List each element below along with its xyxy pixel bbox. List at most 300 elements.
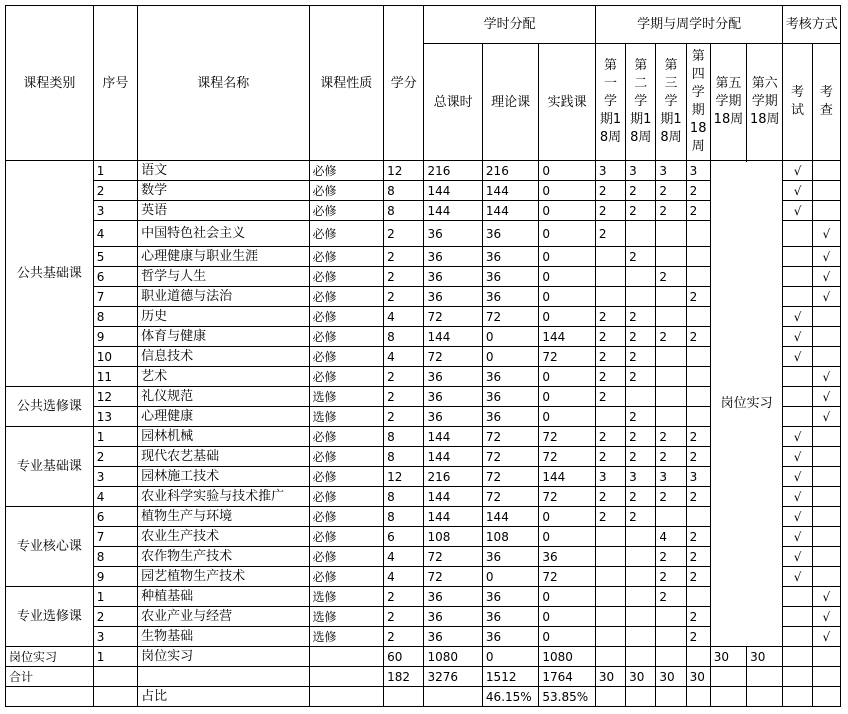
course-name-cell: 艺术 xyxy=(138,367,309,387)
credit-cell: 8 xyxy=(384,201,424,221)
check-mark-cell: √ xyxy=(812,247,840,267)
nature-cell xyxy=(309,667,384,687)
theory-cell: 0 xyxy=(482,347,538,367)
credit-cell: 2 xyxy=(384,607,424,627)
seq-cell: 9 xyxy=(93,567,137,587)
course-name-cell: 心理健康与职业生涯 xyxy=(138,247,309,267)
semester-4-cell: 2 xyxy=(686,181,710,201)
seq-cell: 3 xyxy=(93,467,137,487)
total-hours-cell: 1080 xyxy=(424,647,482,667)
check-mark-cell xyxy=(812,161,840,181)
theory-cell: 36 xyxy=(482,607,538,627)
semester-2-cell: 30 xyxy=(626,667,656,687)
exam-mark-cell xyxy=(783,287,812,307)
total-hours-cell: 72 xyxy=(424,547,482,567)
seq-cell: 4 xyxy=(93,221,137,247)
nature-cell: 必修 xyxy=(309,487,384,507)
semester-4-cell xyxy=(686,367,710,387)
practice-cell: 1080 xyxy=(539,647,595,667)
check-mark-cell xyxy=(812,507,840,527)
practice-cell: 0 xyxy=(539,221,595,247)
theory-cell: 0 xyxy=(482,327,538,347)
total-hours-cell: 36 xyxy=(424,627,482,647)
course-name-cell: 园林施工技术 xyxy=(138,467,309,487)
exam-mark-cell xyxy=(783,387,812,407)
category-cell: 专业基础课 xyxy=(6,427,94,507)
course-name-cell: 英语 xyxy=(138,201,309,221)
credit-cell: 6 xyxy=(384,527,424,547)
credit-cell: 8 xyxy=(384,447,424,467)
check-mark-cell xyxy=(812,201,840,221)
semester-4-cell: 2 xyxy=(686,547,710,567)
total-hours-cell: 144 xyxy=(424,201,482,221)
semester-1-cell: 2 xyxy=(595,487,625,507)
semester-4-cell xyxy=(686,267,710,287)
header-semester-1: 第一学期18周 xyxy=(595,44,625,161)
nature-cell: 必修 xyxy=(309,307,384,327)
semester-3-cell: 30 xyxy=(656,667,686,687)
total-hours-cell xyxy=(424,687,482,707)
credit-cell: 8 xyxy=(384,181,424,201)
course-name-cell: 农作物生产技术 xyxy=(138,547,309,567)
seq-cell: 1 xyxy=(93,647,137,667)
semester-3-cell: 2 xyxy=(656,181,686,201)
check-mark-cell: √ xyxy=(812,367,840,387)
semester-4-cell xyxy=(686,247,710,267)
total-hours-cell: 144 xyxy=(424,427,482,447)
practice-cell: 0 xyxy=(539,307,595,327)
total-hours-cell: 72 xyxy=(424,347,482,367)
semester-2-cell xyxy=(626,627,656,647)
theory-cell: 36 xyxy=(482,547,538,567)
semester-4-cell xyxy=(686,647,710,667)
semester-1-cell: 2 xyxy=(595,387,625,407)
check-mark-cell: √ xyxy=(812,587,840,607)
total-hours-cell: 108 xyxy=(424,527,482,547)
semester-3-cell xyxy=(656,387,686,407)
semester-4-cell xyxy=(686,387,710,407)
semester-4-cell xyxy=(686,507,710,527)
course-name-cell: 园林机械 xyxy=(138,427,309,447)
semester-2-cell: 3 xyxy=(626,161,656,181)
exam-mark-cell: √ xyxy=(783,347,812,367)
semester-1-cell: 3 xyxy=(595,161,625,181)
total-hours-cell: 144 xyxy=(424,487,482,507)
semester-3-cell xyxy=(656,247,686,267)
semester-2-cell: 2 xyxy=(626,407,656,427)
theory-cell: 72 xyxy=(482,427,538,447)
check-mark-cell xyxy=(812,647,840,667)
seq-cell: 9 xyxy=(93,327,137,347)
semester-2-cell: 2 xyxy=(626,427,656,447)
credit-cell: 8 xyxy=(384,507,424,527)
credit-cell: 2 xyxy=(384,407,424,427)
semester-2-cell xyxy=(626,221,656,247)
semester-3-cell: 4 xyxy=(656,527,686,547)
check-mark-cell xyxy=(812,567,840,587)
semester-4-cell: 2 xyxy=(686,427,710,447)
internship-merged-cell: 岗位实习 xyxy=(710,161,783,647)
semester-2-cell xyxy=(626,527,656,547)
practice-cell: 0 xyxy=(539,387,595,407)
category-cell: 公共基础课 xyxy=(6,161,94,387)
semester-4-cell: 2 xyxy=(686,487,710,507)
practice-cell: 0 xyxy=(539,247,595,267)
semester-1-cell: 2 xyxy=(595,447,625,467)
header-semester-2: 第二学期18周 xyxy=(626,44,656,161)
header-seq: 序号 xyxy=(93,6,137,161)
semester-3-cell xyxy=(656,607,686,627)
credit-cell: 60 xyxy=(384,647,424,667)
semester-1-cell xyxy=(595,567,625,587)
header-category: 课程类别 xyxy=(6,6,94,161)
header-credit: 学分 xyxy=(384,6,424,161)
course-name-cell: 体育与健康 xyxy=(138,327,309,347)
theory-cell: 36 xyxy=(482,221,538,247)
course-name-cell: 种植基础 xyxy=(138,587,309,607)
total-hours-cell: 72 xyxy=(424,307,482,327)
semester-3-cell xyxy=(656,307,686,327)
theory-cell: 36 xyxy=(482,407,538,427)
exam-mark-cell: √ xyxy=(783,447,812,467)
header-nature: 课程性质 xyxy=(309,6,384,161)
total-hours-cell: 36 xyxy=(424,587,482,607)
theory-cell: 36 xyxy=(482,387,538,407)
semester-1-cell: 30 xyxy=(595,667,625,687)
credit-cell: 4 xyxy=(384,567,424,587)
nature-cell: 必修 xyxy=(309,567,384,587)
semester-1-cell xyxy=(595,607,625,627)
semester-2-cell: 2 xyxy=(626,201,656,221)
semester-2-cell: 2 xyxy=(626,307,656,327)
seq-cell: 6 xyxy=(93,507,137,527)
semester-1-cell xyxy=(595,647,625,667)
theory-cell: 72 xyxy=(482,307,538,327)
total-hours-cell: 36 xyxy=(424,247,482,267)
semester-3-cell: 2 xyxy=(656,201,686,221)
nature-cell: 选修 xyxy=(309,587,384,607)
course-name-cell: 历史 xyxy=(138,307,309,327)
course-name-cell: 礼仪规范 xyxy=(138,387,309,407)
semester-2-cell xyxy=(626,387,656,407)
semester-3-cell: 2 xyxy=(656,487,686,507)
exam-mark-cell: √ xyxy=(783,181,812,201)
nature-cell xyxy=(309,687,384,707)
seq-cell: 8 xyxy=(93,547,137,567)
semester-5-cell xyxy=(710,667,746,687)
ratio-label-cell: 占比 xyxy=(138,687,309,707)
theory-cell: 36 xyxy=(482,247,538,267)
header-semester-group: 学期与周学时分配 xyxy=(595,6,783,44)
course-name-cell xyxy=(138,667,309,687)
nature-cell: 必修 xyxy=(309,427,384,447)
category-cell: 专业核心课 xyxy=(6,507,94,587)
semester-1-cell xyxy=(595,287,625,307)
semester-1-cell: 2 xyxy=(595,307,625,327)
semester-4-cell: 3 xyxy=(686,467,710,487)
practice-cell: 0 xyxy=(539,161,595,181)
header-semester-3: 第三学期18周 xyxy=(656,44,686,161)
theory-cell: 36 xyxy=(482,627,538,647)
exam-mark-cell: √ xyxy=(783,427,812,447)
nature-cell: 必修 xyxy=(309,201,384,221)
semester-2-cell xyxy=(626,287,656,307)
practice-cell: 0 xyxy=(539,527,595,547)
credit-cell: 2 xyxy=(384,247,424,267)
check-mark-cell xyxy=(812,487,840,507)
total-hours-cell: 36 xyxy=(424,367,482,387)
semester-1-cell xyxy=(595,407,625,427)
semester-1-cell: 2 xyxy=(595,221,625,247)
semester-2-cell: 2 xyxy=(626,507,656,527)
check-mark-cell xyxy=(812,527,840,547)
check-mark-cell xyxy=(812,687,840,707)
header-hours-group: 学时分配 xyxy=(424,6,595,44)
semester-3-cell xyxy=(656,367,686,387)
semester-6-cell xyxy=(747,687,783,707)
category-cell: 公共选修课 xyxy=(6,387,94,427)
semester-2-cell: 2 xyxy=(626,487,656,507)
category-cell: 岗位实习 xyxy=(6,647,94,667)
seq-cell: 12 xyxy=(93,387,137,407)
practice-cell: 0 xyxy=(539,627,595,647)
semester-1-cell xyxy=(595,587,625,607)
credit-cell: 4 xyxy=(384,347,424,367)
semester-3-cell: 2 xyxy=(656,567,686,587)
credit-cell: 2 xyxy=(384,287,424,307)
semester-2-cell: 2 xyxy=(626,447,656,467)
check-mark-cell: √ xyxy=(812,267,840,287)
seq-cell: 1 xyxy=(93,587,137,607)
theory-cell: 72 xyxy=(482,467,538,487)
semester-2-cell: 2 xyxy=(626,347,656,367)
semester-3-cell: 2 xyxy=(656,327,686,347)
semester-4-cell: 2 xyxy=(686,567,710,587)
credit-cell: 2 xyxy=(384,267,424,287)
semester-4-cell: 2 xyxy=(686,201,710,221)
check-mark-cell xyxy=(812,547,840,567)
semester-4-cell xyxy=(686,407,710,427)
check-mark-cell xyxy=(812,667,840,687)
header-exam: 考试 xyxy=(783,44,812,161)
credit-cell: 4 xyxy=(384,547,424,567)
practice-cell: 0 xyxy=(539,407,595,427)
exam-mark-cell xyxy=(783,687,812,707)
semester-4-cell xyxy=(686,307,710,327)
credit-cell: 12 xyxy=(384,467,424,487)
semester-1-cell: 3 xyxy=(595,467,625,487)
check-mark-cell xyxy=(812,447,840,467)
credit-cell: 2 xyxy=(384,627,424,647)
exam-mark-cell xyxy=(783,647,812,667)
semester-4-cell: 2 xyxy=(686,627,710,647)
theory-cell: 108 xyxy=(482,527,538,547)
exam-mark-cell xyxy=(783,267,812,287)
total-row xyxy=(6,667,841,687)
theory-cell: 36 xyxy=(482,367,538,387)
semester-4-cell: 2 xyxy=(686,527,710,547)
practice-cell: 0 xyxy=(539,507,595,527)
credit-cell: 8 xyxy=(384,487,424,507)
semester-3-cell: 2 xyxy=(656,547,686,567)
header-assessment-group: 考核方式 xyxy=(783,6,841,44)
semester-2-cell xyxy=(626,607,656,627)
practice-cell: 72 xyxy=(539,487,595,507)
practice-cell: 0 xyxy=(539,587,595,607)
total-hours-cell: 36 xyxy=(424,607,482,627)
nature-cell: 选修 xyxy=(309,387,384,407)
exam-mark-cell: √ xyxy=(783,327,812,347)
credit-cell xyxy=(384,687,424,707)
semester-3-cell: 2 xyxy=(656,427,686,447)
semester-2-cell xyxy=(626,267,656,287)
seq-cell: 3 xyxy=(93,627,137,647)
semester-4-cell: 2 xyxy=(686,607,710,627)
course-name-cell: 植物生产与环境 xyxy=(138,507,309,527)
semester-4-cell: 2 xyxy=(686,447,710,467)
internship-row xyxy=(6,647,841,667)
seq-cell: 1 xyxy=(93,161,137,181)
exam-mark-cell xyxy=(783,407,812,427)
theory-cell: 144 xyxy=(482,201,538,221)
semester-1-cell: 2 xyxy=(595,327,625,347)
seq-cell: 1 xyxy=(93,427,137,447)
practice-cell: 72 xyxy=(539,567,595,587)
nature-cell: 选修 xyxy=(309,627,384,647)
check-mark-cell: √ xyxy=(812,407,840,427)
seq-cell: 13 xyxy=(93,407,137,427)
semester-5-cell: 30 xyxy=(710,647,746,667)
practice-cell: 0 xyxy=(539,367,595,387)
semester-2-cell xyxy=(626,687,656,707)
credit-cell: 2 xyxy=(384,387,424,407)
check-mark-cell xyxy=(812,427,840,447)
seq-cell: 10 xyxy=(93,347,137,367)
header-total-hours: 总课时 xyxy=(424,44,482,161)
nature-cell: 必修 xyxy=(309,327,384,347)
header-practice: 实践课 xyxy=(539,44,595,161)
nature-cell xyxy=(309,647,384,667)
semester-1-cell: 2 xyxy=(595,201,625,221)
nature-cell: 必修 xyxy=(309,161,384,181)
semester-4-cell xyxy=(686,587,710,607)
semester-1-cell xyxy=(595,267,625,287)
semester-1-cell: 2 xyxy=(595,181,625,201)
seq-cell: 2 xyxy=(93,181,137,201)
semester-4-cell: 30 xyxy=(686,667,710,687)
exam-mark-cell xyxy=(783,587,812,607)
exam-mark-cell xyxy=(783,667,812,687)
semester-5-cell xyxy=(710,687,746,707)
semester-1-cell xyxy=(595,247,625,267)
total-hours-cell: 3276 xyxy=(424,667,482,687)
nature-cell: 必修 xyxy=(309,221,384,247)
exam-mark-cell: √ xyxy=(783,467,812,487)
semester-3-cell xyxy=(656,647,686,667)
seq-cell: 8 xyxy=(93,307,137,327)
semester-4-cell xyxy=(686,221,710,247)
header-theory: 理论课 xyxy=(482,44,538,161)
nature-cell: 必修 xyxy=(309,527,384,547)
table-row xyxy=(6,161,841,181)
credit-cell: 2 xyxy=(384,221,424,247)
course-name-cell: 生物基础 xyxy=(138,627,309,647)
check-mark-cell xyxy=(812,347,840,367)
practice-cell: 144 xyxy=(539,467,595,487)
nature-cell: 必修 xyxy=(309,247,384,267)
semester-3-cell xyxy=(656,347,686,367)
seq-cell xyxy=(93,667,137,687)
total-hours-cell: 36 xyxy=(424,387,482,407)
practice-cell: 0 xyxy=(539,181,595,201)
practice-cell: 0 xyxy=(539,267,595,287)
practice-cell: 0 xyxy=(539,287,595,307)
course-name-cell: 信息技术 xyxy=(138,347,309,367)
total-hours-cell: 36 xyxy=(424,407,482,427)
check-mark-cell xyxy=(812,467,840,487)
credit-cell: 2 xyxy=(384,587,424,607)
total-hours-cell: 72 xyxy=(424,567,482,587)
practice-cell: 36 xyxy=(539,547,595,567)
semester-3-cell xyxy=(656,507,686,527)
course-name-cell: 农业科学实验与技术推广 xyxy=(138,487,309,507)
total-hours-cell: 36 xyxy=(424,287,482,307)
check-mark-cell xyxy=(812,307,840,327)
nature-cell: 必修 xyxy=(309,181,384,201)
semester-1-cell: 2 xyxy=(595,427,625,447)
course-name-cell: 心理健康 xyxy=(138,407,309,427)
exam-mark-cell: √ xyxy=(783,547,812,567)
semester-2-cell xyxy=(626,547,656,567)
theory-ratio-cell: 46.15% xyxy=(482,687,538,707)
exam-mark-cell: √ xyxy=(783,527,812,547)
nature-cell: 必修 xyxy=(309,287,384,307)
semester-3-cell xyxy=(656,627,686,647)
nature-cell: 必修 xyxy=(309,367,384,387)
semester-1-cell: 2 xyxy=(595,347,625,367)
total-hours-cell: 216 xyxy=(424,467,482,487)
exam-mark-cell xyxy=(783,221,812,247)
semester-4-cell: 3 xyxy=(686,161,710,181)
semester-3-cell xyxy=(656,287,686,307)
practice-cell: 72 xyxy=(539,447,595,467)
check-mark-cell xyxy=(812,181,840,201)
check-mark-cell: √ xyxy=(812,221,840,247)
theory-cell: 36 xyxy=(482,287,538,307)
theory-cell: 36 xyxy=(482,587,538,607)
theory-cell: 0 xyxy=(482,567,538,587)
theory-cell: 216 xyxy=(482,161,538,181)
seq-cell xyxy=(93,687,137,707)
category-cell: 专业选修课 xyxy=(6,587,94,647)
semester-6-cell xyxy=(747,667,783,687)
credit-cell: 8 xyxy=(384,427,424,447)
course-name-cell: 数学 xyxy=(138,181,309,201)
exam-mark-cell: √ xyxy=(783,201,812,221)
exam-mark-cell: √ xyxy=(783,487,812,507)
seq-cell: 2 xyxy=(93,607,137,627)
theory-cell: 1512 xyxy=(482,667,538,687)
total-hours-cell: 144 xyxy=(424,447,482,467)
nature-cell: 必修 xyxy=(309,267,384,287)
exam-mark-cell: √ xyxy=(783,161,812,181)
exam-mark-cell xyxy=(783,247,812,267)
category-cell: 合计 xyxy=(6,667,94,687)
nature-cell: 必修 xyxy=(309,347,384,367)
semester-4-cell xyxy=(686,687,710,707)
nature-cell: 必修 xyxy=(309,507,384,527)
category-cell xyxy=(6,687,94,707)
